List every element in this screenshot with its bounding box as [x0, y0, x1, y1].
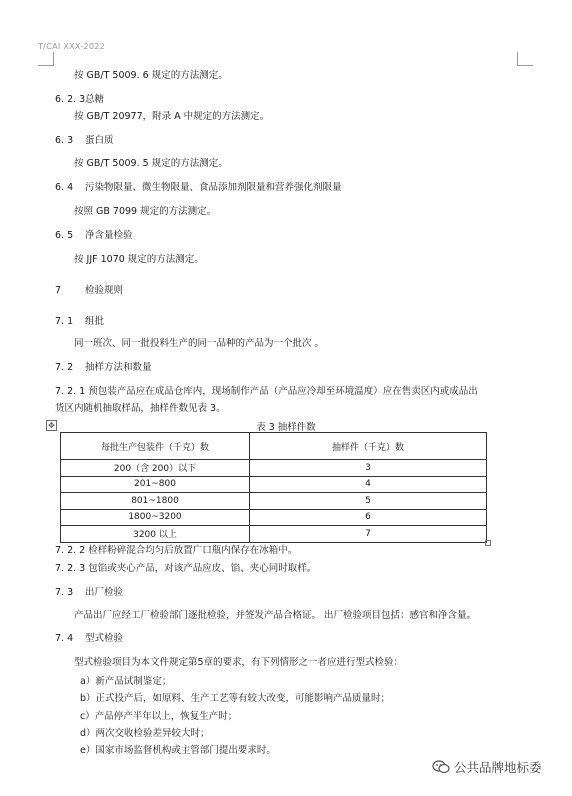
section-number: 7: [55, 285, 62, 296]
table-cell-batch-size: 201~800: [61, 476, 250, 493]
line-text: 按 GB/T 5009. 5 规定的方法测定。: [74, 158, 228, 169]
paragraph-line: [80, 711, 237, 723]
line-text: 污染物限量、微生物限量、食品添加剂限量和营养强化剂限量: [85, 182, 342, 193]
table-row: [61, 493, 487, 510]
section-number: 6. 5: [55, 230, 74, 241]
section-heading: [55, 587, 123, 599]
line-text: 按照 GB 7099 规定的方法测定。: [74, 206, 217, 217]
line-text: 同一班次、同一批投料生产的同一品种的产品为一个批次 。: [74, 338, 325, 349]
table-cell-batch-size: 1800~3200: [61, 509, 250, 526]
line-text: 按 GB/T 5009. 6 规定的方法测定。: [74, 70, 228, 81]
table-cell-sample-count: 6: [250, 509, 487, 526]
crop-mark-top-left: [38, 52, 54, 66]
table-cell-sample-count: 3: [250, 460, 487, 477]
line-text: 7. 2. 3 包馅或夹心产品，对该产品应皮、馅、夹心同时取样。: [55, 563, 317, 574]
crop-mark-top-right: [517, 52, 533, 66]
paragraph-line: [55, 545, 297, 557]
section-heading: [55, 135, 114, 147]
line-text: 净含量检验: [85, 230, 133, 241]
line-text: 检验规则: [85, 285, 124, 296]
paragraph-line: [74, 254, 204, 266]
section-heading: [55, 285, 123, 297]
section-number: 6. 4: [55, 182, 74, 193]
paragraph-line: [55, 403, 226, 415]
table-cell-sample-count: 7: [250, 526, 487, 543]
table-header-row: [61, 433, 487, 460]
section-number: 7. 2: [55, 362, 74, 373]
line-text: b）正式投产后，如原料、生产工艺等有较大改变，可能影响产品质量时；: [80, 693, 391, 704]
table-cell-batch-size: 200（含 200）以下: [61, 460, 250, 477]
table-move-handle-icon[interactable]: ✥: [46, 420, 57, 431]
section-heading: [55, 94, 104, 106]
line-text: 7. 2. 2 检样粉碎混合均匀后放置广口瓶内保存在冰箱中。: [55, 545, 298, 556]
line-text: 产品出厂应经工厂检验部门逐批检验，并签发产品合格证。 出厂检验项目包括：感官和净含量。: [74, 610, 477, 621]
line-text: a）新产品试制鉴定；: [80, 676, 172, 687]
section-heading: [55, 182, 342, 194]
line-text: 蛋白质: [85, 135, 114, 146]
line-text: d）两次交收检验差异较大时；: [80, 728, 210, 739]
table-row: [61, 509, 487, 526]
table-resize-handle[interactable]: [485, 540, 491, 546]
table-header-cell: 抽样件（千克）数: [250, 433, 487, 460]
paragraph-line: [74, 610, 476, 622]
line-text: c）产品停产半年以上，恢复生产时；: [80, 711, 238, 722]
paragraph-line: [55, 386, 478, 398]
watermark: [432, 758, 542, 776]
paragraph-line: [80, 745, 276, 757]
section-heading: [55, 633, 123, 645]
paragraph-line: [74, 657, 403, 669]
paragraph-line: [74, 338, 324, 350]
paragraph-line: [74, 111, 269, 123]
line-text: 组批: [85, 316, 105, 327]
line-text: 7. 2. 1 预包装产品应在成品仓库内，现场制作产品（产品应冷却至环境温度）应在售卖区内或成品出: [55, 386, 478, 397]
paragraph-line: [74, 70, 228, 82]
line-text: 抽样方法和数量: [85, 362, 152, 373]
sampling-table: [60, 432, 487, 543]
section-heading: [55, 362, 152, 374]
section-heading: [55, 230, 133, 242]
line-text: e）国家市场监督机构或主管部门提出要求时。: [80, 745, 276, 756]
paragraph-line: [80, 676, 171, 688]
section-number: 6. 3: [55, 135, 74, 146]
line-text: 型式检验项目为本文件规定第5章的要求，有下列情形之一者应进行型式检验：: [74, 657, 404, 668]
table-row: [61, 476, 487, 493]
paragraph-line: [74, 206, 216, 218]
table-cell-sample-count: 5: [250, 493, 487, 510]
table-cell-sample-count: 4: [250, 476, 487, 493]
table-cell-batch-size: 801~1800: [61, 493, 250, 510]
table-row: [61, 460, 487, 477]
section-number: 7. 3: [55, 587, 74, 598]
wechat-icon: [432, 760, 450, 774]
document-code: T/CAI XXX-2022: [38, 42, 106, 51]
table-caption: 表 3 抽样件数: [256, 422, 316, 433]
table-row: [61, 526, 487, 543]
section-number: 6. 2. 3: [55, 94, 86, 105]
line-text: 按 JJF 1070 规定的方法测定。: [74, 254, 204, 265]
paragraph-line: [80, 693, 390, 705]
section-heading: [55, 316, 104, 328]
line-text: 货区内随机抽取样品，抽样件数见表 3。: [55, 403, 226, 414]
line-text: 型式检验: [85, 633, 124, 644]
paragraph-line: [74, 158, 228, 170]
section-number: 7. 4: [55, 633, 74, 644]
watermark-text: 公共品牌地标委: [454, 760, 542, 775]
line-text: 总糖: [85, 94, 105, 105]
table-header-cell: 每批生产包装件（千克）数: [61, 433, 250, 460]
line-text: 出厂检验: [85, 587, 124, 598]
table-cell-batch-size: 3200 以上: [61, 526, 250, 543]
section-number: 7. 1: [55, 316, 74, 327]
paragraph-line: [80, 728, 210, 740]
paragraph-line: [55, 563, 316, 575]
line-text: 按 GB/T 20977，附录 A 中规定的方法测定。: [74, 111, 270, 122]
